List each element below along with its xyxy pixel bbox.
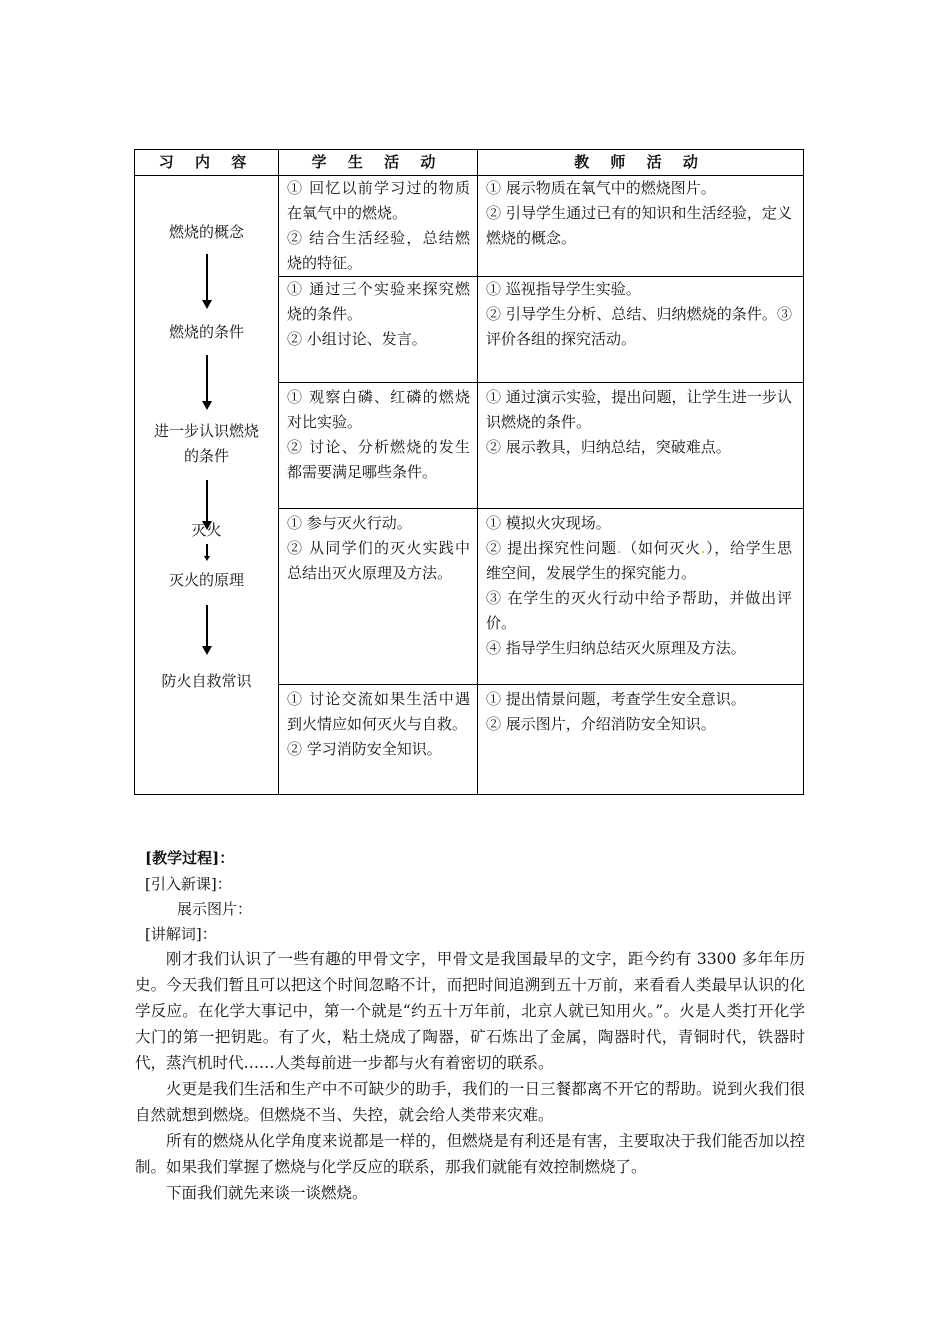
student-item: ① 通过三个实验来探究燃烧的条件。: [287, 280, 470, 323]
lesson-table: [134, 149, 804, 795]
paragraph: 火更是我们生活和生产中不可缺少的助手，我们的一日三餐都离不开它的帮助。说到火我们很自然就想到燃烧。但燃烧不当、失控，就会给人类带来灾难。: [135, 1080, 805, 1124]
teacher-item: ② 展示教具，归纳总结，突破难点。: [486, 438, 731, 456]
header-content: 习 内 容: [158, 153, 255, 171]
student-item: ① 观察白磷、红磷的燃烧对比实验。: [287, 388, 470, 431]
teacher-activity-row-4: [486, 511, 792, 661]
teacher-item: ④ 指导学生归纳总结灭火原理及方法。: [486, 639, 746, 657]
teacher-item: ② 引导学生分析、总结、归纳燃烧的条件。③评价各组的探究活动。: [486, 305, 792, 348]
teacher-item-part: ② 提出探究性问题: [486, 539, 617, 557]
down-arrow-icon: [206, 355, 208, 402]
marker-dot-icon: .: [616, 539, 622, 557]
teacher-item: [486, 536, 792, 586]
teacher-item: ② 引导学生通过已有的知识和生活经验，定义燃烧的概念。: [486, 204, 792, 247]
teacher-activity-row-2: [486, 277, 792, 352]
teacher-item: ② 展示图片，介绍消防安全知识。: [486, 715, 716, 733]
flow-step-extinguish-principle: 灭火的原理: [168, 571, 244, 589]
flow-step-further-conditions-2: 的条件: [183, 447, 229, 465]
student-item: ② 讨论、分析燃烧的发生都需要满足哪些条件。: [287, 438, 470, 481]
column-divider: [477, 150, 478, 794]
down-arrow-icon: [206, 254, 208, 301]
down-arrow-icon: [206, 605, 208, 647]
paragraph: 刚才我们认识了一些有趣的甲骨文字，甲骨文是我国最早的文字，距今约有 3300 多年年历史。今天我们暂且可以把这个时间忽略不计，而把时间追溯到五十万前，来看看人类最早认识的化学反应。在化学大事记中，第一个就是“约五十万年前，北京人就已知用火。”。火是人类打开化学大门的第一把钥匙。有了火，粘土烧成了陶器，矿石炼出了金属，陶器时代，青铜时代，铁器时代，蒸汽机时代……人类每前进一步都与火有着密切的联系。: [135, 950, 805, 1072]
flow-step-conditions: 燃烧的条件: [168, 323, 244, 341]
down-arrow-icon: [206, 544, 208, 556]
teacher-item: ① 模拟火灾现场。: [486, 514, 611, 532]
teacher-activity-row-5: [486, 687, 792, 737]
teacher-item: ① 通过演示实验，提出问题，让学生进一步认识燃烧的条件。: [486, 388, 792, 431]
header-student-activity: 学 生 活 动: [311, 153, 444, 171]
teacher-item: ③ 在学生的灭火行动中给予帮助，并做出评价。: [486, 589, 792, 632]
flow-step-concept: 燃烧的概念: [168, 223, 244, 241]
teacher-item: ① 巡视指导学生实验。: [486, 280, 641, 298]
student-activity-row-2: [287, 277, 470, 352]
header-teacher-activity: 教 师 活 动: [574, 153, 706, 171]
student-activity-row-1: [287, 176, 470, 276]
row-divider: [278, 684, 803, 685]
student-item: ② 小组讨论、发言。: [287, 330, 427, 348]
teacher-item: ① 提出情景问题，考查学生安全意识。: [486, 690, 746, 708]
student-item: ② 学习消防安全知识。: [287, 740, 442, 758]
marker-dot-icon: .: [700, 539, 706, 557]
down-arrow-icon: [206, 480, 208, 522]
student-item: ② 从同学们的灭火实践中总结出灭火原理及方法。: [287, 539, 470, 582]
student-item: ① 参与灭火行动。: [287, 514, 412, 532]
paragraph: 下面我们就先来谈一谈燃烧。: [166, 1184, 368, 1202]
student-activity-row-5: [287, 687, 470, 762]
row-divider: [278, 382, 803, 383]
talk-label: [讲解词]：: [145, 925, 217, 943]
lecture-text: [135, 946, 805, 1206]
student-item: ② 结合生活经验，总结燃烧的特征。: [287, 229, 470, 272]
teacher-item: ① 展示物质在氧气中的燃烧图片。: [486, 179, 716, 197]
flow-step-fire-safety: 防火自救常识: [161, 672, 252, 690]
teacher-activity-row-3: [486, 385, 792, 460]
student-activity-row-3: [287, 385, 470, 485]
teacher-item-part: ），给学生思维空间，发展学生的探究能力。: [486, 539, 792, 582]
column-divider: [278, 150, 279, 794]
paragraph: 所有的燃烧从化学角度来说都是一样的，但燃烧是有利还是有害，主要取决于我们能否加以控制。如果我们掌握了燃烧与化学反应的联系，那我们就能有效控制燃烧了。: [135, 1132, 805, 1176]
intro-label: [引入新课]：: [145, 875, 232, 893]
flow-step-extinguish: 灭火: [191, 521, 222, 539]
teacher-item-part: （如何灭火: [621, 539, 701, 557]
flow-step-further-conditions-1: 进一步认识燃烧: [153, 422, 259, 440]
teacher-activity-row-1: [486, 176, 792, 251]
show-images-label: 展示图片：: [177, 900, 253, 918]
student-activity-row-4: [287, 511, 470, 586]
student-item: ① 讨论交流如果生活中遇到火情应如何灭火与自救。: [287, 690, 470, 733]
row-divider: [278, 508, 803, 509]
student-item: ① 回忆以前学习过的物质在氧气中的燃烧。: [287, 179, 470, 222]
section-heading: [教学过程]：: [145, 849, 235, 867]
